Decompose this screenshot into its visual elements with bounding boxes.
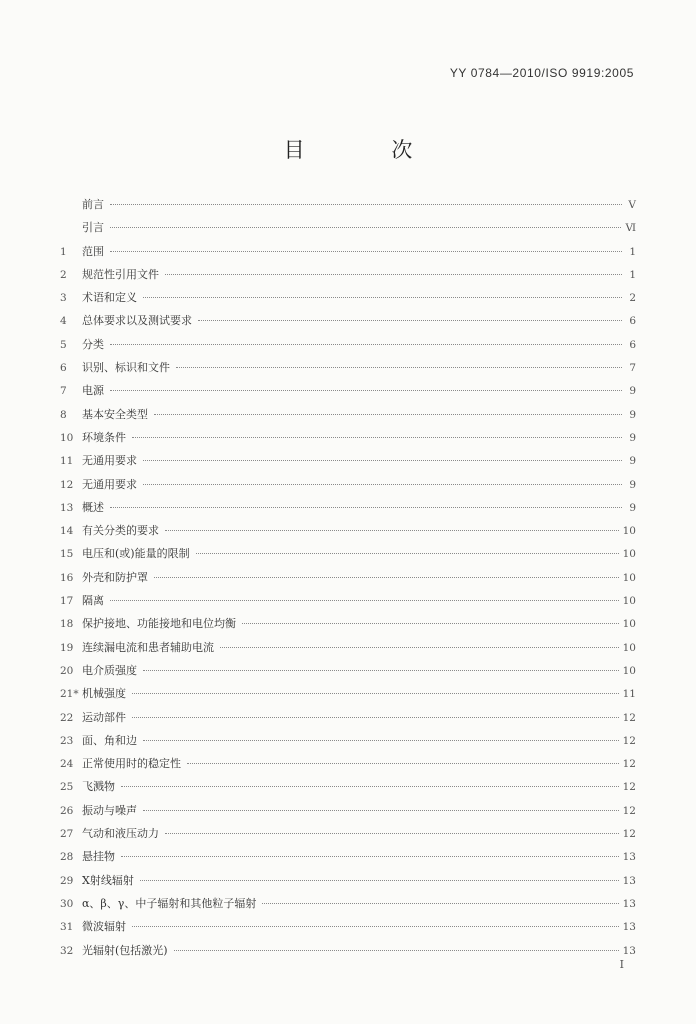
- toc-entry-number: 27: [60, 828, 74, 841]
- toc-entry-page: 9: [629, 478, 636, 491]
- toc-entry-title: 有关分类的要求: [82, 524, 159, 538]
- toc-entry-page: 13: [622, 874, 636, 887]
- toc-entry-title: X射线辐射: [82, 873, 134, 887]
- toc-entry-number: 13: [60, 501, 74, 514]
- toc-entry: [60, 289, 636, 312]
- toc-entry: [60, 336, 636, 359]
- toc-entry: [60, 312, 636, 335]
- toc-entry: [60, 359, 636, 382]
- toc-entry: [60, 802, 636, 825]
- toc-entry: [60, 429, 636, 452]
- toc-entry: [60, 592, 636, 615]
- toc-entry-page: 7: [629, 362, 636, 375]
- toc-entry-number: 2: [60, 268, 67, 281]
- toc-entry-title: 术语和定义: [82, 291, 137, 305]
- toc-entry-title: 保护接地、功能接地和电位均衡: [82, 617, 236, 631]
- toc-leader-dots: [165, 530, 619, 531]
- toc-leader-dots: [121, 856, 619, 857]
- toc-entry-page: 6: [629, 315, 636, 328]
- toc-leader-dots: [176, 367, 622, 368]
- toc-entry: [60, 545, 636, 568]
- toc-entry-page: 10: [622, 525, 636, 538]
- toc-entry-title: 概述: [82, 500, 104, 514]
- toc-entry-number: 20: [60, 664, 74, 677]
- toc-entry: [60, 685, 636, 708]
- toc-leader-dots: [121, 786, 619, 787]
- toc-entry-page: 10: [622, 548, 636, 561]
- table-of-contents: [60, 196, 636, 965]
- toc-entry: [60, 522, 636, 545]
- toc-entry-page: 9: [629, 408, 636, 421]
- toc-entry-title: 正常使用时的稳定性: [82, 757, 181, 771]
- toc-entry-number: 25: [60, 781, 74, 794]
- toc-entry-page: 11: [622, 688, 636, 701]
- toc-entry-title: 运动部件: [82, 710, 126, 724]
- toc-entry-number: 8: [60, 408, 67, 421]
- toc-entry: [60, 662, 636, 685]
- toc-entry: [60, 196, 636, 219]
- toc-entry-title: 飞溅物: [82, 780, 115, 794]
- toc-entry: [60, 895, 636, 918]
- toc-entry: [60, 755, 636, 778]
- toc-entry-title: 无通用要求: [82, 477, 137, 491]
- toc-leader-dots: [110, 600, 619, 601]
- toc-leader-dots: [110, 227, 621, 228]
- toc-entry: [60, 476, 636, 499]
- toc-entry-title: 面、角和边: [82, 733, 137, 747]
- toc-entry-number: 30: [60, 897, 74, 910]
- toc-entry-title: 微波辐射: [82, 920, 126, 934]
- toc-entry: [60, 732, 636, 755]
- toc-leader-dots: [110, 204, 622, 205]
- toc-leader-dots: [143, 740, 619, 741]
- toc-entry-number: 1: [60, 245, 67, 258]
- toc-entry-page: 10: [622, 571, 636, 584]
- toc-entry-number: 10: [60, 431, 74, 444]
- toc-entry-number: 28: [60, 851, 74, 864]
- toc-entry-page: 13: [622, 944, 636, 957]
- toc-entry-title: 气动和液压动力: [82, 827, 159, 841]
- toc-entry-page: 1: [629, 268, 636, 281]
- toc-leader-dots: [143, 670, 619, 671]
- toc-entry: [60, 266, 636, 289]
- toc-entry-number: 18: [60, 618, 74, 631]
- toc-entry-number: 15: [60, 548, 74, 561]
- toc-entry-title: 电介质强度: [82, 663, 137, 677]
- toc-entry: [60, 942, 636, 965]
- toc-entry-title: 连续漏电流和患者辅助电流: [82, 640, 214, 654]
- toc-entry-page: 10: [622, 664, 636, 677]
- toc-entry-page: 12: [622, 804, 636, 817]
- toc-entry-page: 10: [622, 618, 636, 631]
- toc-entry-number: 7: [60, 385, 67, 398]
- toc-entry-page: 6: [629, 338, 636, 351]
- toc-entry-number: 6: [60, 362, 67, 375]
- toc-leader-dots: [132, 926, 619, 927]
- toc-entry-title: 电源: [82, 384, 104, 398]
- toc-entry: [60, 615, 636, 638]
- toc-entry-page: 9: [629, 385, 636, 398]
- toc-entry-title: 外壳和防护罩: [82, 570, 148, 584]
- toc-entry-number: 16: [60, 571, 74, 584]
- toc-entry-title: 环境条件: [82, 430, 126, 444]
- toc-leader-dots: [165, 274, 622, 275]
- toc-entry-page: 10: [622, 595, 636, 608]
- toc-entry-page: 12: [622, 758, 636, 771]
- toc-entry-title: 无通用要求: [82, 454, 137, 468]
- toc-entry-title: 分类: [82, 337, 104, 351]
- toc-entry-number: 23: [60, 734, 74, 747]
- toc-entry-number: 3: [60, 292, 67, 305]
- toc-entry-page: 2: [629, 292, 636, 305]
- toc-entry: [60, 499, 636, 522]
- toc-entry-number: 21*: [60, 688, 79, 701]
- toc-entry: [60, 219, 636, 242]
- toc-leader-dots: [140, 880, 619, 881]
- toc-entry-number: 4: [60, 315, 67, 328]
- toc-entry: [60, 452, 636, 475]
- toc-entry: [60, 406, 636, 429]
- toc-leader-dots: [132, 437, 622, 438]
- toc-leader-dots: [110, 390, 622, 391]
- toc-entry: [60, 872, 636, 895]
- toc-entry-title: 规范性引用文件: [82, 267, 159, 281]
- toc-leader-dots: [242, 623, 619, 624]
- toc-leader-dots: [154, 414, 622, 415]
- toc-entry-number: 12: [60, 478, 74, 491]
- toc-entry-title: 范围: [82, 244, 104, 258]
- toc-entry-page: 12: [622, 781, 636, 794]
- toc-entry-number: 5: [60, 338, 67, 351]
- page-number: I: [619, 958, 624, 971]
- toc-entry: [60, 825, 636, 848]
- toc-entry-number: 19: [60, 641, 74, 654]
- toc-entry: [60, 778, 636, 801]
- toc-entry-title: α、β、γ、中子辐射和其他粒子辐射: [82, 896, 257, 910]
- toc-entry: [60, 382, 636, 405]
- toc-entry-number: 11: [60, 455, 74, 468]
- toc-leader-dots: [196, 553, 619, 554]
- toc-entry: [60, 918, 636, 941]
- toc-leader-dots: [132, 693, 619, 694]
- toc-leader-dots: [143, 460, 622, 461]
- toc-entry-title: 基本安全类型: [82, 407, 148, 421]
- toc-entry-page: 1: [629, 245, 636, 258]
- toc-leader-dots: [143, 484, 622, 485]
- toc-entry-title: 悬挂物: [82, 850, 115, 864]
- toc-entry-page: 10: [622, 641, 636, 654]
- toc-leader-dots: [154, 577, 619, 578]
- toc-entry-number: 14: [60, 525, 74, 538]
- toc-leader-dots: [187, 763, 619, 764]
- toc-entry-number: 32: [60, 944, 74, 957]
- toc-entry-number: 17: [60, 595, 74, 608]
- toc-entry: [60, 569, 636, 592]
- toc-entry-page: 9: [629, 501, 636, 514]
- toc-leader-dots: [165, 833, 619, 834]
- toc-entry-title: 识别、标识和文件: [82, 361, 170, 375]
- toc-entry-number: 22: [60, 711, 74, 724]
- toc-entry-number: 29: [60, 874, 74, 887]
- toc-entry-number: 26: [60, 804, 74, 817]
- toc-leader-dots: [132, 717, 619, 718]
- toc-entry-page: V: [628, 199, 636, 211]
- toc-entry-title: 振动与噪声: [82, 803, 137, 817]
- toc-leader-dots: [143, 297, 622, 298]
- toc-entry-title: 机械强度: [82, 687, 126, 701]
- toc-entry-page: 12: [622, 828, 636, 841]
- toc-entry-title: 引言: [82, 221, 104, 235]
- toc-leader-dots: [110, 344, 622, 345]
- toc-entry-page: 13: [622, 851, 636, 864]
- toc-entry-title: 隔离: [82, 594, 104, 608]
- toc-entry-number: 24: [60, 758, 74, 771]
- page-title: 目 次: [283, 138, 453, 162]
- toc-entry-page: 13: [622, 921, 636, 934]
- toc-leader-dots: [198, 320, 622, 321]
- toc-entry-page: 13: [622, 897, 636, 910]
- toc-entry-page: 12: [622, 734, 636, 747]
- standard-code: YY 0784—2010/ISO 9919:2005: [449, 66, 634, 80]
- toc-entry: [60, 243, 636, 266]
- toc-entry-page: 9: [629, 431, 636, 444]
- toc-leader-dots: [110, 507, 622, 508]
- toc-leader-dots: [143, 810, 619, 811]
- toc-entry-number: 31: [60, 921, 74, 934]
- toc-entry-title: 电压和(或)能量的限制: [82, 547, 190, 561]
- toc-entry-title: 总体要求以及测试要求: [82, 314, 192, 328]
- toc-leader-dots: [220, 647, 619, 648]
- toc-leader-dots: [110, 251, 622, 252]
- toc-leader-dots: [262, 903, 618, 904]
- toc-entry-title: 前言: [82, 198, 104, 211]
- toc-entry: [60, 848, 636, 871]
- toc-entry-title: 光辐射(包括激光): [82, 943, 168, 957]
- toc-entry: [60, 639, 636, 662]
- toc-entry-page: 12: [622, 711, 636, 724]
- toc-entry-page: Ⅵ: [625, 222, 636, 235]
- toc-leader-dots: [174, 950, 619, 951]
- toc-entry-page: 9: [629, 455, 636, 468]
- toc-entry: [60, 709, 636, 732]
